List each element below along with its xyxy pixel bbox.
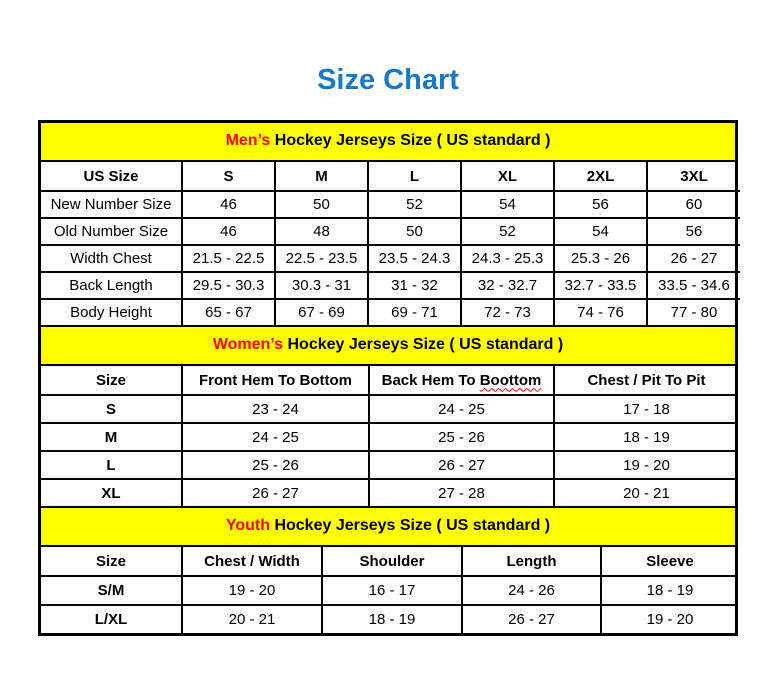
womens-highlight-word: Women’s <box>212 336 284 353</box>
size-value-cell: 32 - 32.7 <box>461 272 554 299</box>
youth-size-table <box>41 547 738 633</box>
size-value-cell: 46 <box>182 218 275 245</box>
column-header: Length <box>462 547 601 576</box>
size-value-cell: 18 - 19 <box>554 423 738 451</box>
size-chart-table <box>38 120 738 636</box>
size-value-cell: 52 <box>461 218 554 245</box>
size-value-cell: 18 - 19 <box>601 576 738 605</box>
column-header: Chest / Pit To Pit <box>554 366 738 395</box>
size-value-cell: 52 <box>368 191 461 218</box>
column-header <box>369 366 554 395</box>
size-value-cell: 60 <box>647 191 740 218</box>
size-value-cell: 30.3 - 31 <box>275 272 368 299</box>
size-value-cell: 25 - 26 <box>182 451 369 479</box>
column-header: Size <box>41 547 182 576</box>
page-title: Size Chart <box>317 64 459 96</box>
size-value-cell: 27 - 28 <box>369 479 554 506</box>
column-header: XL <box>461 162 554 191</box>
column-header: Front Hem To Bottom <box>182 366 369 395</box>
size-value-cell: 26 - 27 <box>462 605 601 633</box>
youth-header-rest: Hockey Jerseys Size ( US standard ) <box>270 517 551 534</box>
size-value-cell: 23 - 24 <box>182 395 369 423</box>
size-value-cell: 24 - 25 <box>369 395 554 423</box>
size-value-cell: 54 <box>461 191 554 218</box>
size-value-cell: 19 - 20 <box>182 576 322 605</box>
table-row <box>41 451 738 479</box>
table-row <box>41 395 738 423</box>
size-value-cell: 50 <box>368 218 461 245</box>
youth-highlight-word: Youth <box>225 517 270 534</box>
size-value-cell: 46 <box>182 191 275 218</box>
size-value-cell: 24 - 25 <box>182 423 369 451</box>
size-value-cell: 33.5 - 34.6 <box>647 272 740 299</box>
size-value-cell: 16 - 17 <box>322 576 462 605</box>
mens-header-rest: Hockey Jerseys Size ( US standard ) <box>270 132 551 149</box>
size-value-cell: 74 - 76 <box>554 299 647 325</box>
column-header: US Size <box>41 162 182 191</box>
table-row <box>41 272 740 299</box>
size-value-cell: 48 <box>275 218 368 245</box>
size-value-cell: 23.5 - 24.3 <box>368 245 461 272</box>
size-value-cell: 72 - 73 <box>461 299 554 325</box>
table-row <box>41 479 738 506</box>
column-header: Shoulder <box>322 547 462 576</box>
size-value-cell: 31 - 32 <box>368 272 461 299</box>
row-label: Old Number Size <box>41 218 182 245</box>
size-value-cell: 21.5 - 22.5 <box>182 245 275 272</box>
row-label: L/XL <box>41 605 182 633</box>
column-header: Sleeve <box>601 547 738 576</box>
table-row <box>41 299 740 325</box>
mens-size-table <box>41 162 740 325</box>
mens-section-header <box>41 123 735 162</box>
table-row <box>41 191 740 218</box>
size-value-cell: 32.7 - 33.5 <box>554 272 647 299</box>
youth-section-header <box>41 506 735 547</box>
mens-header-row <box>41 162 740 191</box>
column-header: Size <box>41 366 182 395</box>
row-label: S <box>41 395 182 423</box>
column-header: 3XL <box>647 162 740 191</box>
size-value-cell: 56 <box>554 191 647 218</box>
size-value-cell: 22.5 - 23.5 <box>275 245 368 272</box>
size-value-cell: 26 - 27 <box>647 245 740 272</box>
size-value-cell: 25.3 - 26 <box>554 245 647 272</box>
size-value-cell: 54 <box>554 218 647 245</box>
size-value-cell: 56 <box>647 218 740 245</box>
size-value-cell: 65 - 67 <box>182 299 275 325</box>
table-row <box>41 245 740 272</box>
womens-header-row <box>41 366 738 395</box>
row-label: L <box>41 451 182 479</box>
row-label: Body Height <box>41 299 182 325</box>
womens-header-rest: Hockey Jerseys Size ( US standard ) <box>283 336 564 353</box>
size-value-cell: 69 - 71 <box>368 299 461 325</box>
size-value-cell: 26 - 27 <box>182 479 369 506</box>
column-header: 2XL <box>554 162 647 191</box>
column-header: S <box>182 162 275 191</box>
womens-section-header <box>41 325 735 366</box>
size-value-cell: 19 - 20 <box>554 451 738 479</box>
column-header: Chest / Width <box>182 547 322 576</box>
row-label: S/M <box>41 576 182 605</box>
size-value-cell: 18 - 19 <box>322 605 462 633</box>
size-value-cell: 24 - 26 <box>462 576 601 605</box>
row-label: Back Length <box>41 272 182 299</box>
row-label: Width Chest <box>41 245 182 272</box>
size-value-cell: 20 - 21 <box>554 479 738 506</box>
row-label: XL <box>41 479 182 506</box>
table-row <box>41 605 738 633</box>
column-header: L <box>368 162 461 191</box>
size-value-cell: 26 - 27 <box>369 451 554 479</box>
table-row <box>41 576 738 605</box>
womens-size-table <box>41 366 738 506</box>
size-value-cell: 50 <box>275 191 368 218</box>
size-value-cell: 29.5 - 30.3 <box>182 272 275 299</box>
size-value-cell: 77 - 80 <box>647 299 740 325</box>
table-row <box>41 218 740 245</box>
column-header-text: Back Hem To <box>381 371 480 389</box>
column-header: M <box>275 162 368 191</box>
youth-header-row <box>41 547 738 576</box>
size-value-cell: 17 - 18 <box>554 395 738 423</box>
mens-highlight-word: Men’s <box>225 132 271 149</box>
table-row <box>41 423 738 451</box>
misspelled-word: Boottom <box>479 371 542 389</box>
size-value-cell: 19 - 20 <box>601 605 738 633</box>
size-value-cell: 67 - 69 <box>275 299 368 325</box>
size-value-cell: 25 - 26 <box>369 423 554 451</box>
row-label: New Number Size <box>41 191 182 218</box>
size-value-cell: 24.3 - 25.3 <box>461 245 554 272</box>
size-value-cell: 20 - 21 <box>182 605 322 633</box>
row-label: M <box>41 423 182 451</box>
